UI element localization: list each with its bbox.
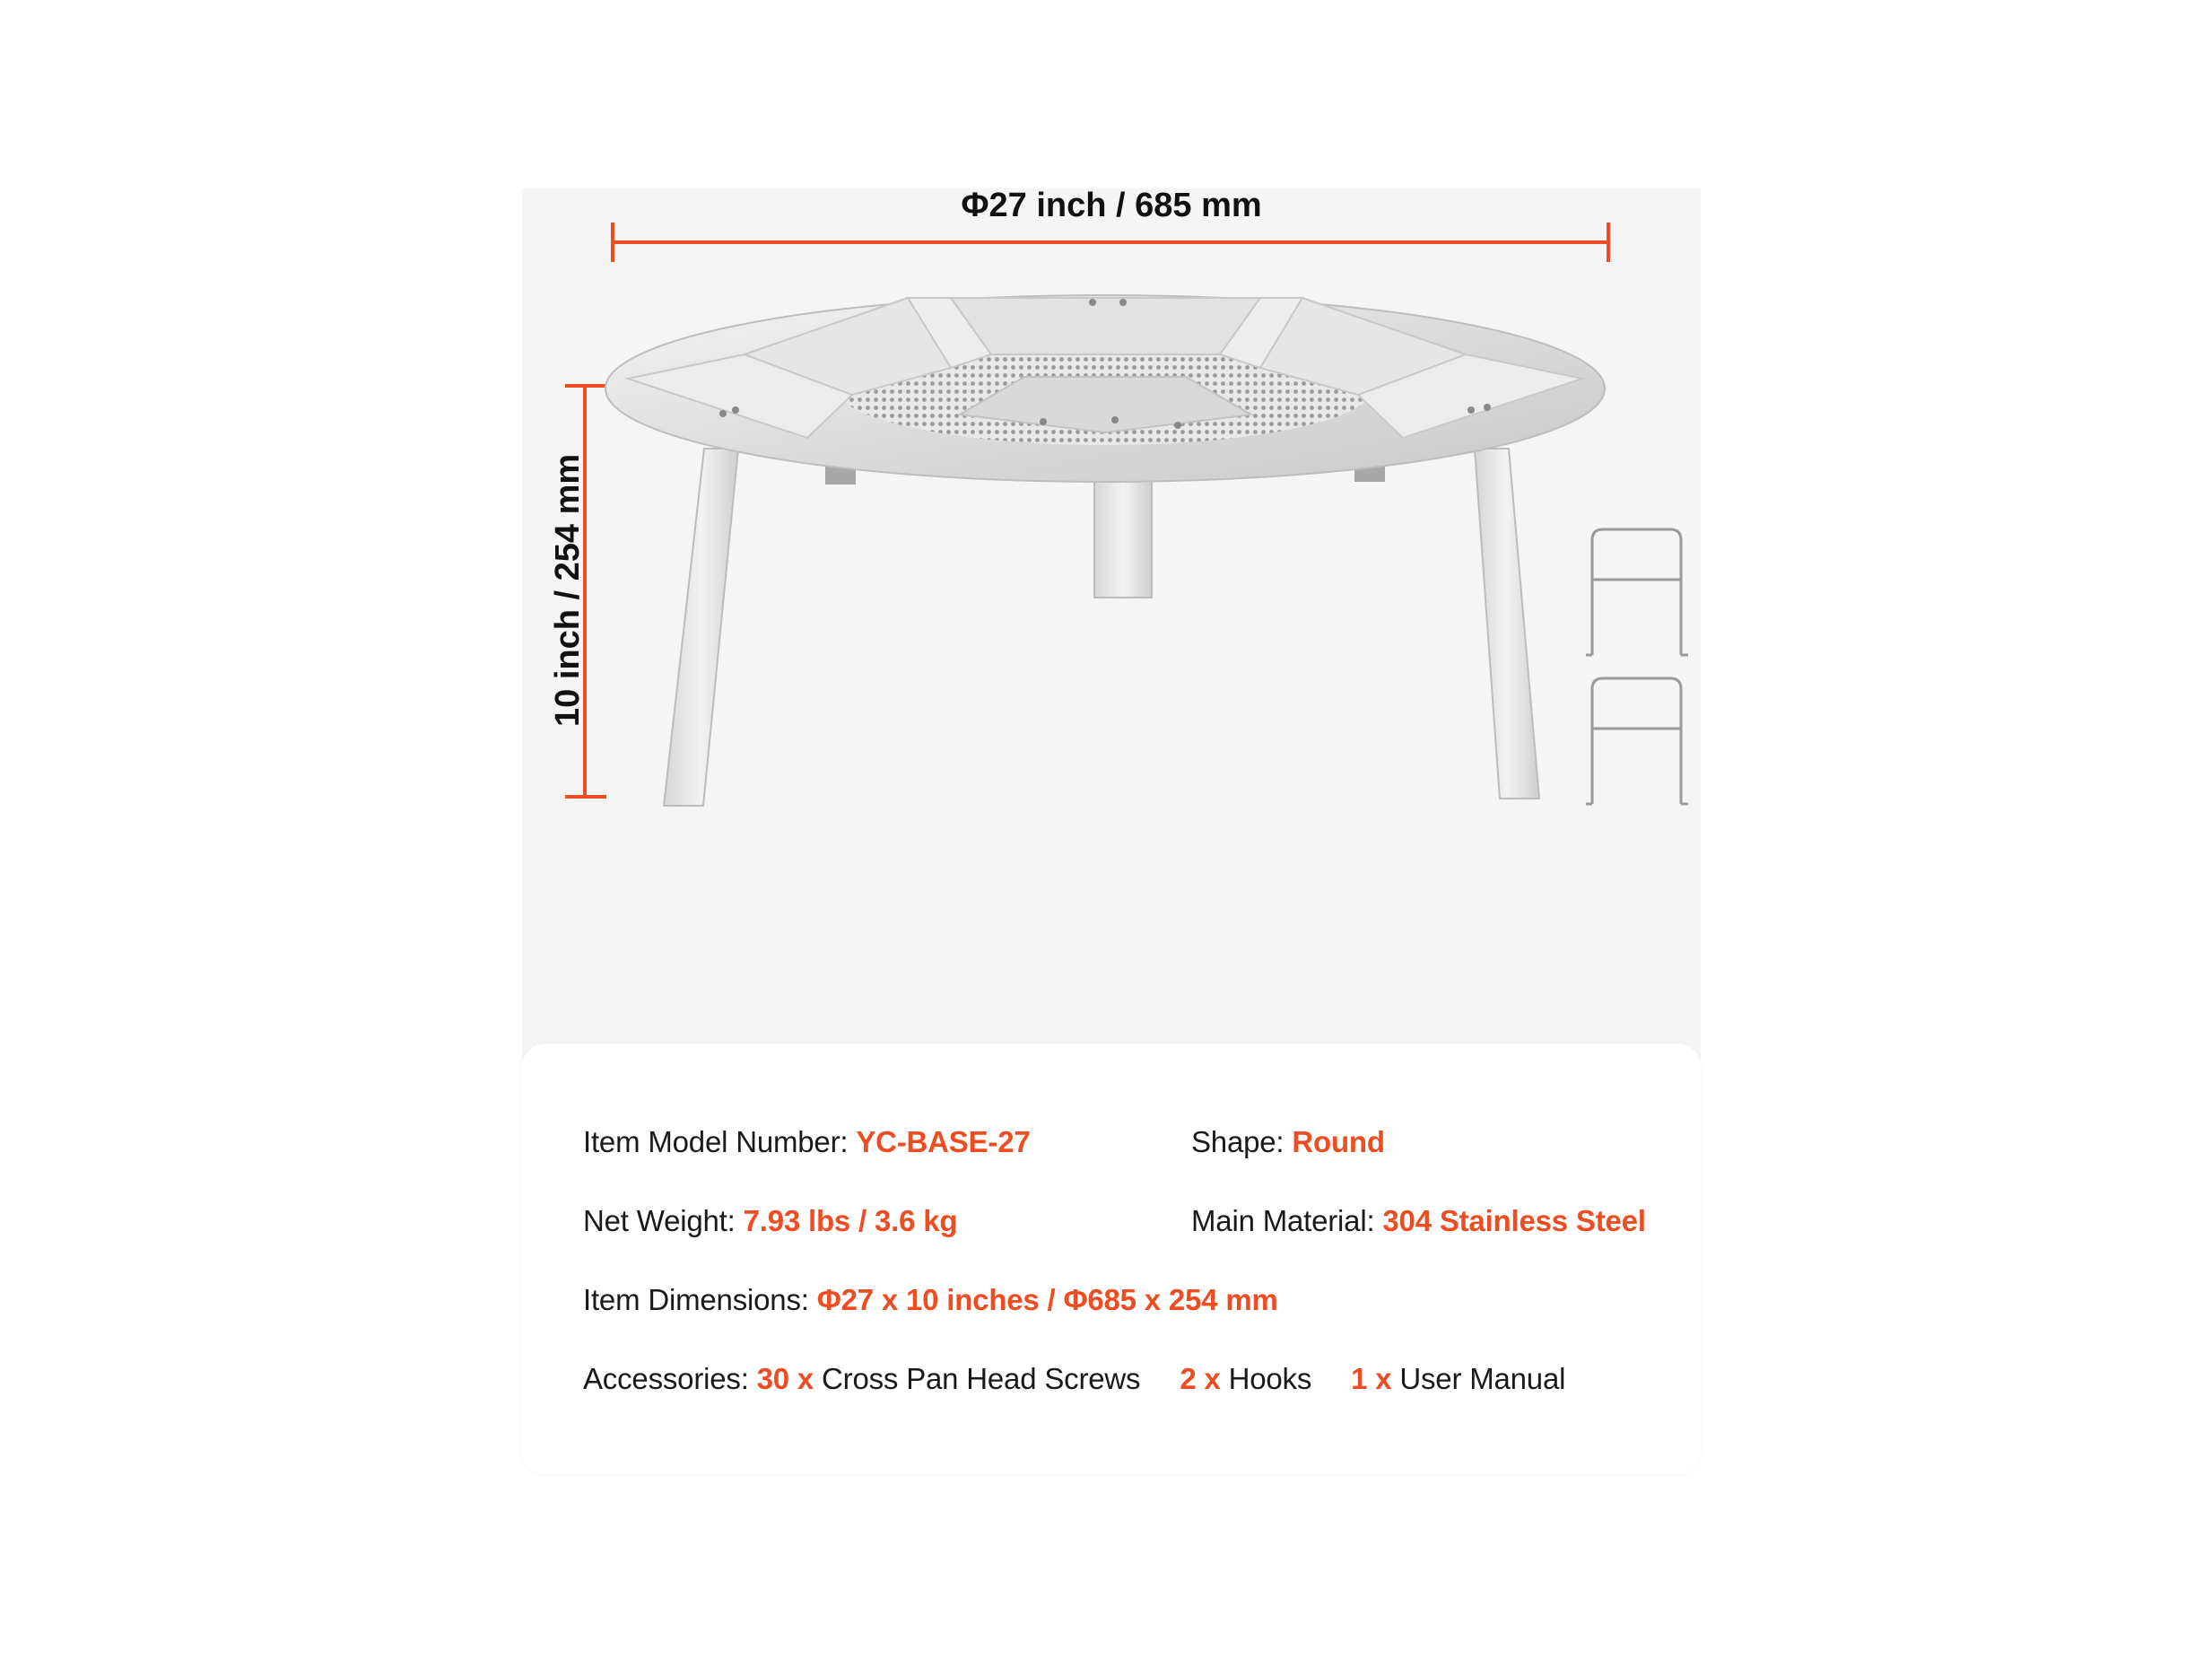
width-dimension-label: Φ27 inch / 685 mm: [961, 187, 1262, 224]
accessory-name: User Manual: [1391, 1362, 1566, 1395]
accessory-name: Cross Pan Head Screws: [814, 1362, 1141, 1395]
stand-legs: [664, 449, 1539, 806]
width-dimension-line: [613, 223, 1608, 262]
spec-label: Shape:: [1191, 1125, 1293, 1158]
round-tabletop: [605, 295, 1605, 482]
spec-label: Main Material:: [1191, 1204, 1383, 1237]
spec-value: 304 Stainless Steel: [1382, 1204, 1646, 1237]
spec-model-number: [583, 1125, 1031, 1159]
spec-value: Φ27 x 10 inches / Φ685 x 254 mm: [816, 1283, 1278, 1316]
spec-net-weight: [583, 1204, 957, 1238]
spec-item-dimensions: [583, 1283, 1278, 1317]
spec-label: Item Dimensions:: [583, 1283, 817, 1316]
accessory-qty: 1 x: [1351, 1362, 1392, 1395]
spec-label: Net Weight:: [583, 1204, 744, 1237]
spec-main-material: [1191, 1204, 1646, 1238]
spec-label: Item Model Number:: [583, 1125, 857, 1158]
spec-card: [522, 1043, 1701, 1474]
spec-shape: [1191, 1125, 1385, 1159]
accessory-qty: 30 x: [756, 1362, 814, 1395]
spec-value: YC-BASE-27: [856, 1125, 1031, 1158]
spec-label: Accessories:: [583, 1362, 757, 1395]
spec-accessories: [583, 1362, 1565, 1396]
accessory-name: Hooks: [1220, 1362, 1312, 1395]
spec-value: 7.93 lbs / 3.6 kg: [743, 1204, 958, 1237]
accessory-qty: 2 x: [1180, 1362, 1221, 1395]
hook-accessory: [1586, 529, 1688, 804]
height-dimension-label: 10 inch / 254 mm: [549, 453, 587, 727]
spec-value: Round: [1292, 1125, 1385, 1158]
